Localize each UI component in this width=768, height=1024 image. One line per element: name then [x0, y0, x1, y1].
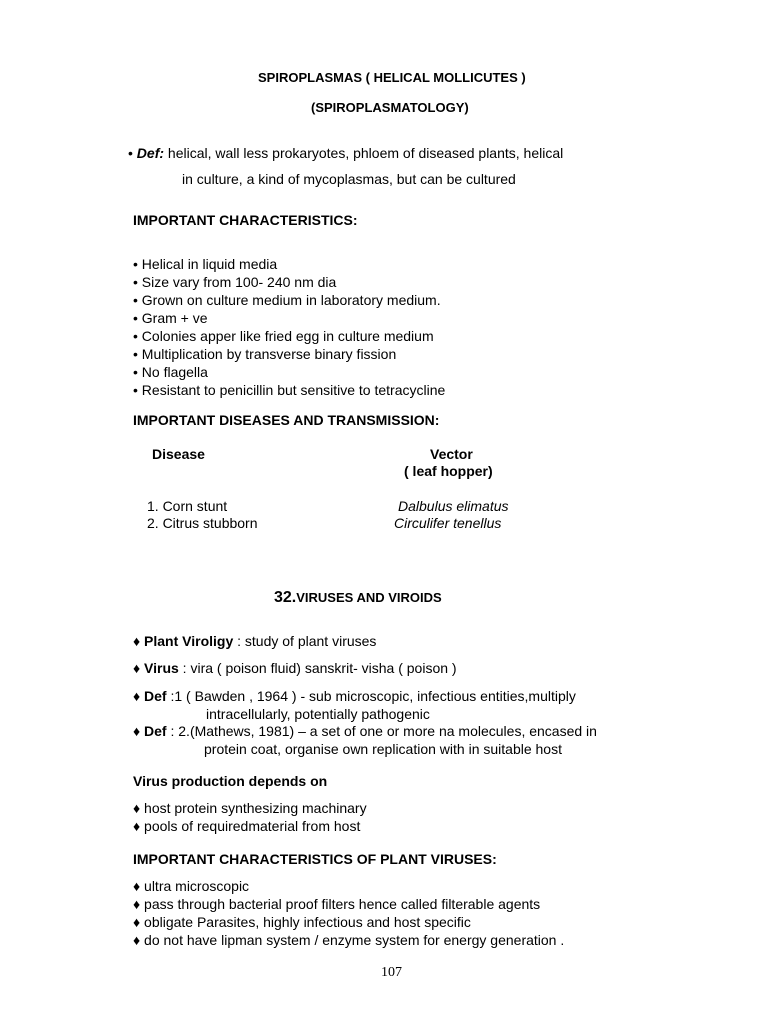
- plant-char-list: [133, 877, 564, 949]
- table-header-disease: Disease: [152, 446, 205, 462]
- virology-text: : study of plant viruses: [233, 633, 377, 649]
- list-item: • Colonies apper like fried egg in culture medium: [133, 328, 434, 344]
- production-heading: Virus production depends on: [133, 773, 328, 789]
- list-item: ♦ pass through bacterial proof filters hence called filterable agents: [133, 896, 541, 912]
- def-bullet: •: [128, 145, 133, 161]
- table-cell-vector: Circulifer tenellus: [394, 515, 502, 531]
- list-item: ♦ do not have lipman system / enzyme system for energy generation .: [133, 932, 565, 948]
- table-header-vector: Vector: [430, 446, 473, 462]
- table-cell-disease: 2. Citrus stubborn: [147, 515, 258, 531]
- def1-line-2: intracellularly, potentially pathogenic: [206, 706, 430, 722]
- table-cell-disease: 1. Corn stunt: [147, 498, 228, 514]
- page-number: 107: [381, 965, 402, 980]
- characteristics-heading: IMPORTANT CHARACTERISTICS:: [133, 212, 358, 228]
- def-line-2: in culture, a kind of mycoplasmas, but can be cultured: [182, 171, 516, 187]
- spiro-subtitle: (SPIROPLASMATOLOGY): [311, 100, 469, 115]
- list-item: ♦ ultra microscopic: [133, 878, 250, 894]
- def-text-1: helical, wall less prokaryotes, phloem of diseased plants, helical: [164, 145, 564, 161]
- spiro-title: SPIROPLASMAS ( HELICAL MOLLICUTES ): [258, 70, 526, 85]
- def2-label: ♦ Def: [133, 723, 167, 739]
- viruses-title: [274, 590, 442, 606]
- def1-text: :1 ( Bawden , 1964 ) - sub microscopic, infectious entities,multiply: [166, 688, 576, 704]
- def1-label: ♦ Def: [133, 688, 167, 704]
- def2-line-1: [133, 724, 597, 738]
- def2-text: : 2.(Mathews, 1981) – a set of one or more na molecules, encased in: [166, 723, 597, 739]
- diseases-heading: IMPORTANT DISEASES AND TRANSMISSION:: [133, 412, 440, 428]
- list-item: ♦ obligate Parasites, highly infectious and host specific: [133, 914, 471, 930]
- list-item: • Multiplication by transverse binary fission: [133, 346, 397, 362]
- virology-label: ♦ Plant Viroligy: [133, 633, 234, 649]
- list-item: • Resistant to penicillin but sensitive to tetracycline: [133, 382, 446, 398]
- virology-line: [133, 634, 376, 648]
- table-cell-vector: Dalbulus elimatus: [398, 498, 509, 514]
- list-item: ♦ host protein synthesizing machinary: [133, 800, 367, 816]
- list-item: ♦ pools of requiredmaterial from host: [133, 818, 361, 834]
- characteristics-list: [133, 255, 445, 399]
- def-line-1: [128, 146, 563, 160]
- list-item: • No flagella: [133, 364, 208, 380]
- virus-label: ♦ Virus: [133, 660, 179, 676]
- list-item: • Size vary from 100- 240 nm dia: [133, 274, 337, 290]
- virus-text: : vira ( poison fluid) sanskrit- visha ( poison ): [178, 660, 457, 676]
- list-item: • Gram + ve: [133, 310, 208, 326]
- def2-line-2: protein coat, organise own replication with in suitable host: [204, 741, 562, 757]
- table-header-vector-sub: ( leaf hopper): [404, 463, 493, 479]
- list-item: • Helical in liquid media: [133, 256, 278, 272]
- section-title: VIRUSES AND VIROIDS: [296, 590, 442, 605]
- section-number: 32.: [274, 589, 297, 606]
- virus-line: [133, 661, 457, 675]
- def1-line-1: [133, 689, 576, 703]
- plant-char-heading: IMPORTANT CHARACTERISTICS OF PLANT VIRUSES:: [133, 851, 497, 867]
- def-label: Def:: [136, 145, 165, 161]
- production-list: [133, 799, 367, 835]
- list-item: • Grown on culture medium in laboratory medium.: [133, 292, 441, 308]
